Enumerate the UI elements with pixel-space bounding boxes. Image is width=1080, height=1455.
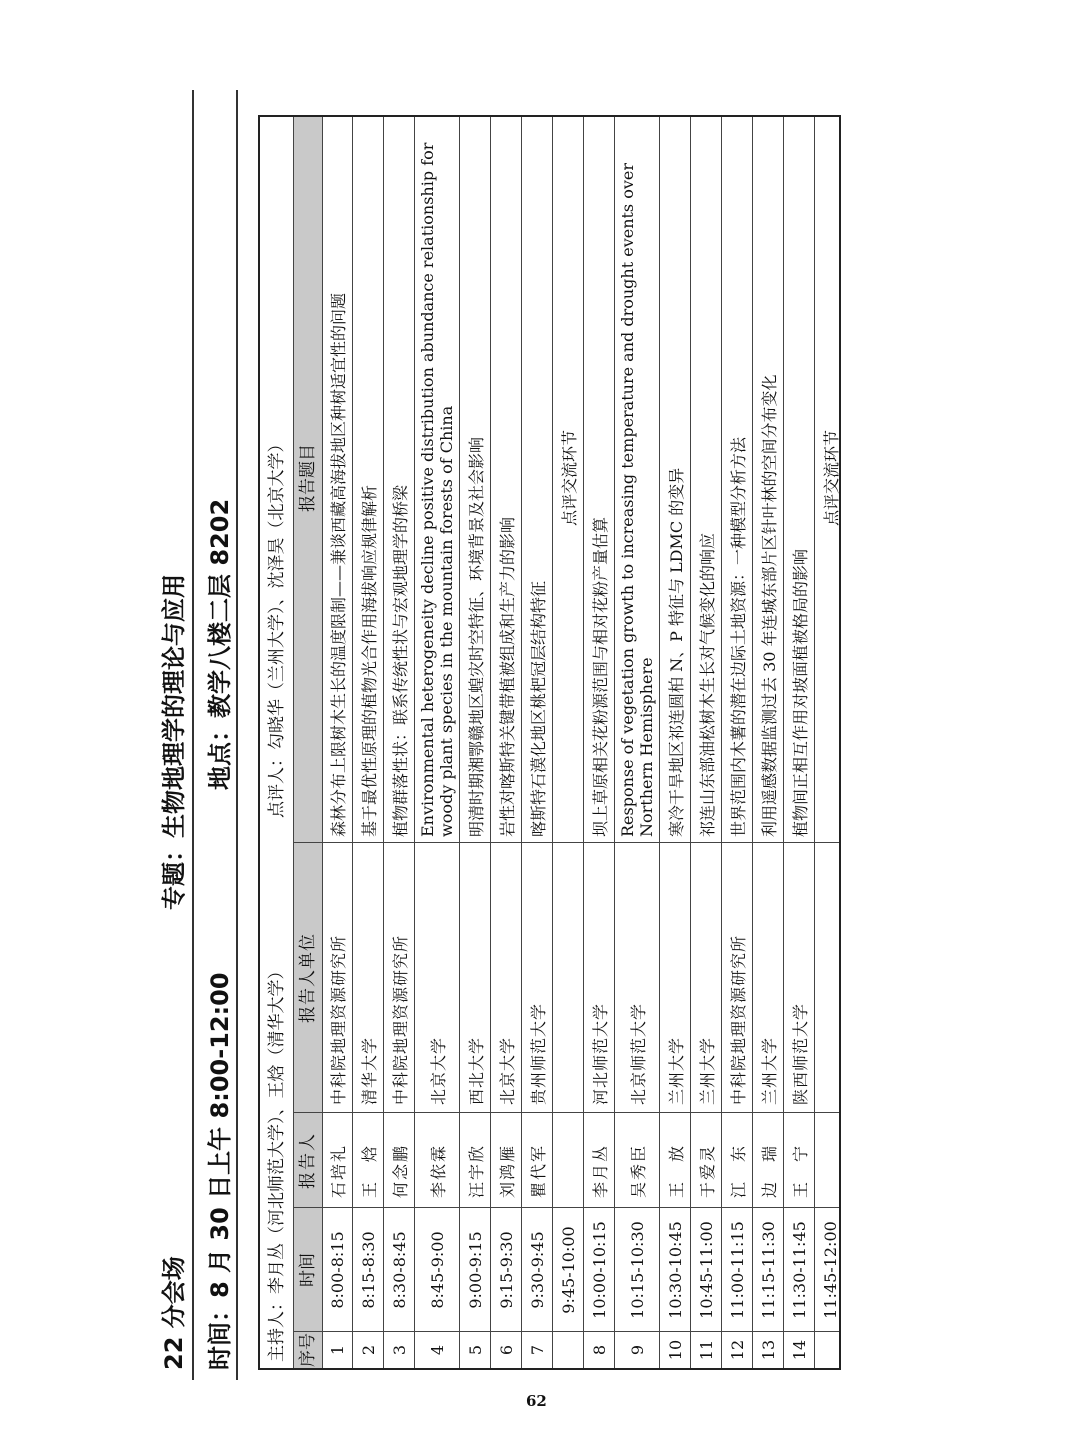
cell-speaker [784,1113,814,1208]
cell-no-text: 6 [496,1344,516,1356]
cell-time-text: 11:30-11:45 [789,1221,809,1319]
cell-unit [660,843,690,1113]
cell-time-text: 8:15-8:30 [358,1231,378,1309]
table-row [753,117,784,1368]
col-header-time: 时间 [298,1253,318,1287]
cell-time-text: 11:15-11:30 [758,1221,778,1319]
cell-no [322,1332,352,1368]
cell-time [660,1208,690,1332]
cell-title [691,113,721,843]
time-label: 时间：8 月 30 日上午 8:00-12:00 [206,972,234,1370]
cell-speaker [753,1113,783,1208]
cell-title-text: 寒冷干旱地区祁连圆柏 N、P 特征与 LDMC 的变异 [666,467,686,837]
cell-speaker-text: 王 宁 [790,1143,810,1198]
cell-no [691,1332,721,1368]
cell-title [615,113,659,843]
cell-no-text: 12 [727,1339,747,1361]
cell-unit-text: 北京大学 [428,1036,448,1105]
break-row [553,117,584,1368]
table-row [491,117,522,1368]
cell-time [691,1208,721,1332]
table-row [584,117,615,1368]
cell-time [815,1208,846,1332]
cell-title [460,113,490,843]
cell-unit [753,843,783,1113]
cell-break-title [553,113,583,843]
table-row [322,117,353,1368]
cell-speaker [660,1113,690,1208]
cell-title-text: Environmental heterogeneity decline positive distribution abundance relationship for woody plant species in the mountain forests of China [418,142,456,837]
hosts-row [260,117,294,1368]
column-divider [294,1207,839,1208]
cell-title [353,113,383,843]
cell-no [660,1332,690,1368]
cell-speaker-text: 边 瑞 [759,1143,779,1198]
cell-unit-text: 兰州大学 [759,1036,779,1105]
cell-unit [615,843,659,1113]
cell-unit [522,843,552,1113]
cell-speaker [460,1113,490,1208]
col-header-title: 报告题目 [298,444,318,512]
cell-speaker-text: 江 东 [728,1143,748,1198]
cell-no-text: 9 [627,1344,647,1356]
table-row [353,117,384,1368]
col-header-unit: 报告人单位 [298,933,318,1023]
table-body [322,117,839,1368]
cell-time-text: 9:30-9:45 [527,1231,547,1309]
cell-title-text: 明清时期湘鄂赣地区蝗灾时空特征、环境背景及社会影响 [466,436,486,837]
cell-time-text: 10:45-11:00 [696,1221,716,1319]
cell-time-text: 11:00-11:15 [727,1221,747,1319]
cell-time-text: 8:30-8:45 [389,1231,409,1309]
cell-break-title-text: 点评交流环节 [559,430,579,527]
cell-time-text: 10:30-10:45 [665,1221,685,1319]
cell-speaker-text: 王 放 [666,1143,686,1198]
col-header-no: 序号 [298,1333,318,1367]
cell-speaker [584,1113,614,1208]
cell-speaker [615,1113,659,1208]
cell-time [322,1208,352,1332]
cell-no-text: 8 [589,1344,609,1356]
cell-speaker-text: 吴秀臣 [628,1143,648,1198]
cell-time-text: 10:00-10:15 [589,1221,609,1319]
cell-unit-text: 贵州师范大学 [528,1002,548,1105]
cell-speaker-text: 于爱灵 [697,1143,717,1198]
cell-unit-text: 陕西师范大学 [790,1002,810,1105]
cell-time [722,1208,752,1332]
cell-unit-text: 清华大学 [359,1036,379,1105]
table-row [522,117,553,1368]
cell-speaker [322,1113,352,1208]
cell-title-text: 岩性对喀斯特关键带植被组成和生产力的影响 [497,516,517,837]
header-line-2 [194,90,238,1380]
cell-time [753,1208,783,1332]
cell-no [753,1332,783,1368]
cell-speaker-text: 何念鹏 [390,1143,410,1198]
cell-unit-text: 中科院地理资源研究所 [328,934,348,1105]
cell-unit [722,843,752,1113]
cell-unit-text: 中科院地理资源研究所 [390,934,410,1105]
cell-speaker-text: 瞿代军 [528,1143,548,1198]
session-label: 22 分会场 [160,1256,188,1370]
cell-no [460,1332,490,1368]
cell-no [384,1332,414,1368]
cell-break-title [815,113,846,843]
cell-time [491,1208,521,1332]
cell-no-text: 7 [527,1344,547,1356]
cell-unit-text: 中科院地理资源研究所 [728,934,748,1105]
hosts-text: 主持人：李月丛（河北师范大学）、王焓（清华大学） [267,962,287,1362]
table-row [415,117,460,1368]
col-header-speaker: 报告人 [298,1132,318,1189]
cell-speaker-text: 王 焓 [359,1143,379,1198]
cell-title-text: Response of vegetation growth to increasing temperature and drought events over Northern Hemisphere [618,162,656,837]
cell-title [722,113,752,843]
commentators-text: 点评人：勾晓华（兰州大学）、沈泽昊（北京大学） [267,435,287,818]
cell-time [784,1208,814,1332]
cell-title [660,113,690,843]
cell-title-text: 世界范围内木薯的潜在边际土地资源：一种模型分析方法 [728,436,748,837]
break-row [815,117,846,1368]
cell-unit [691,843,721,1113]
cell-unit [784,843,814,1113]
cell-time [415,1208,459,1332]
cell-unit-text: 河北师范大学 [590,1002,610,1105]
cell-time-text: 10:15-10:30 [627,1221,647,1319]
cell-title [522,113,552,843]
cell-title-text: 基于最优性原理的植物光合作用海拔响应规律解析 [359,484,379,837]
cell-no [615,1332,659,1368]
place-label: 地点：教学八楼二层 8202 [206,498,234,790]
cell-speaker [353,1113,383,1208]
cell-title-text: 坝上草原相关花粉源范围与相对花粉产量估算 [590,516,610,837]
cell-time-text: 11:45-12:00 [821,1221,840,1319]
cell-no [722,1332,752,1368]
page-number: 62 [526,1392,547,1410]
table-row [460,117,491,1368]
cell-time [460,1208,490,1332]
cell-title [384,113,414,843]
cell-speaker [722,1113,752,1208]
cell-unit [584,843,614,1113]
cell-no-text: 10 [665,1339,685,1361]
cell-title [784,113,814,843]
cell-time [553,1208,583,1332]
cell-speaker [415,1113,459,1208]
cell-unit [322,843,352,1113]
cell-time-text: 8:45-9:00 [427,1231,447,1309]
cell-no [522,1332,552,1368]
cell-unit-text: 兰州大学 [697,1036,717,1105]
cell-unit-text: 北京大学 [497,1036,517,1105]
cell-no-text: 4 [427,1344,447,1356]
table-row [660,117,691,1368]
header-line-1 [150,90,194,1380]
table-row [784,117,815,1368]
cell-speaker [691,1113,721,1208]
cell-title-text: 利用遥感数据监测过去 30 年连城东部片区针叶林的空间分布变化 [759,374,779,837]
table-header-row [294,117,323,1368]
cell-no [584,1332,614,1368]
cell-title-text: 植物间正相互作用对坡面植被格局的影响 [790,548,810,837]
cell-time-text: 9:15-9:30 [496,1231,516,1309]
cell-no-text: 5 [465,1344,485,1356]
column-divider [294,842,839,843]
cell-title [584,113,614,843]
cell-unit-text: 北京师范大学 [628,1002,648,1105]
cell-unit-text: 西北大学 [466,1036,486,1105]
cell-speaker-text: 汪宇欣 [466,1143,486,1198]
cell-title-text: 植物群落性状：联系传统性状与宏观地理学的桥梁 [390,484,410,837]
cell-title-text: 喀斯特石漠化地区桃杷冠层结构特征 [528,580,548,837]
cell-title-text: 祁连山东部油松树木生长对气候变化的响应 [697,532,717,837]
cell-speaker-text: 李依霖 [428,1143,448,1198]
cell-time [522,1208,552,1332]
cell-unit [353,843,383,1113]
table-row [691,117,722,1368]
cell-break-title-text: 点评交流环节 [822,430,841,527]
cell-speaker-text: 刘鸿雁 [497,1143,517,1198]
cell-time-text: 9:00-9:15 [465,1231,485,1309]
cell-unit [384,843,414,1113]
cell-no [353,1332,383,1368]
cell-speaker [384,1113,414,1208]
cell-no-text: 13 [758,1339,778,1361]
table-row [384,117,415,1368]
cell-no [491,1332,521,1368]
topic-label: 专题：生物地理学的理论与应用 [160,574,188,910]
table-row [722,117,753,1368]
cell-no-text: 11 [696,1339,716,1361]
cell-no-text: 14 [789,1339,809,1361]
cell-unit [491,843,521,1113]
cell-unit [460,843,490,1113]
cell-time [615,1208,659,1332]
cell-no-text: 1 [327,1344,347,1356]
cell-speaker [522,1113,552,1208]
cell-title [322,113,352,843]
cell-time [353,1208,383,1332]
cell-speaker-text: 李月丛 [590,1143,610,1198]
cell-title-text: 森林分布上限树木生长的温度限制——兼谈西藏高海拔地区种树适宜性的问题 [328,292,348,837]
cell-no [784,1332,814,1368]
cell-no [415,1332,459,1368]
schedule-table [258,115,841,1370]
rotated-page-content [150,90,850,1380]
cell-title [415,113,459,843]
cell-no-text: 2 [358,1344,378,1356]
table-row [615,117,660,1368]
cell-no-text: 3 [389,1344,409,1356]
column-divider [294,1112,839,1113]
cell-unit-text: 兰州大学 [666,1036,686,1105]
cell-speaker-text: 石培礼 [328,1143,348,1198]
cell-time [584,1208,614,1332]
column-divider [294,1331,839,1332]
cell-time-text: 9:45-10:00 [558,1226,578,1314]
cell-unit [415,843,459,1113]
cell-title [753,113,783,843]
cell-time [384,1208,414,1332]
cell-speaker [491,1113,521,1208]
cell-time-text: 8:00-8:15 [327,1231,347,1309]
cell-title [491,113,521,843]
